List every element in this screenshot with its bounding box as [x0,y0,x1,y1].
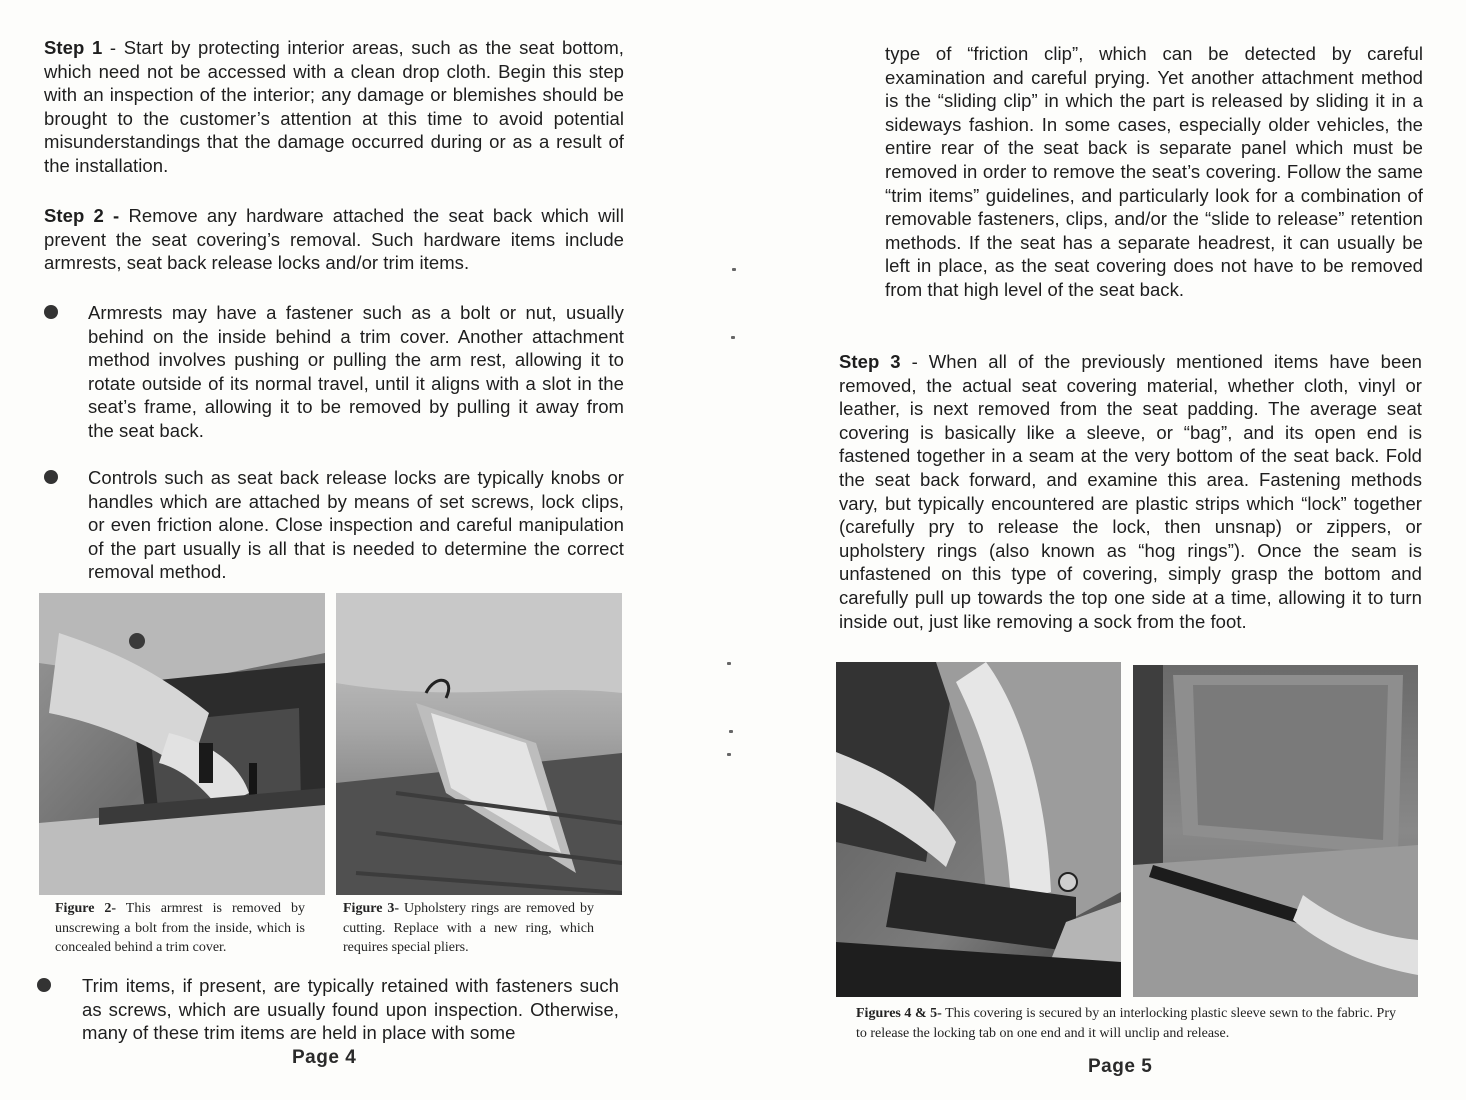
step2-label: Step 2 - [44,205,120,226]
scan-speck [727,662,731,665]
figure3-text: Upholstery rings are removed by cutting. Replace with a new ring, which requires special pliers. [343,901,594,955]
figure5-photo [1133,665,1418,997]
step3-text: - When all of the previously mentioned items have been removed, the actual seat covering material, whether cloth, vinyl or leather, is next removed from the seat padding. The average seat covering is basically like a sleeve, or “bag”, and its open end is fastened together in a seam at the very bottom of the seat back. Fold the seat back forward, and examine this area. Fastening methods vary, but typically encountered are plastic strips which “lock” together (carefully pry to release the lock, then unsnap) or zippers, or upholstery rings (also known as “hog rings”). Once the seam is unfastened on this type of covering, simply grasp the bottom and carefully pull up towards the top one side at a time, allowing it to turn inside out, just like removing a sock from the foot. [839,351,1422,632]
figure45-caption [856,1004,1396,1043]
step3-label: Step 3 [839,351,901,372]
figure2-caption [55,899,305,958]
figure3-photo [336,593,622,895]
scan-speck [727,753,731,756]
figure3-caption [343,899,594,958]
step1-text: - Start by protecting interior areas, such as the seat bottom, which need not be accessed with a clean drop cloth. Begin this step with an inspection of the interior; any damage or blemishes should be brought to the customer’s attention at this time to avoid potential misunderstandings that the damage occurred during or as a result of the installation. [44,37,624,176]
figure45-text: This covering is secured by an interlocking plastic sleeve sewn to the fabric. Pry to release the locking tab on one end and it will unclip and release. [856,1006,1396,1041]
figure2-text: This armrest is removed by unscrewing a bolt from the inside, which is concealed behind a trim cover. [55,901,305,955]
continuation-paragraph: type of “friction clip”, which can be detected by careful examination and careful prying. Yet another attachment method is the “sliding clip” in which the part is released by sliding it in a sideways fashion. In some cases, especially older vehicles, the entire rear of the seat back is separate panel which must be removed in order to remove the seat’s covering. Follow the same “trim items” guidelines, and particularly look for a combination of removable fasteners, clips, and/or the “slide to release” retention methods. If the seat has a separate headrest, it can usually be left in place, as the seat covering does not have to be removed from that high level of the seat back. [885,43,1423,300]
figure2-label: Figure 2- [55,901,117,916]
bullet-dot-3 [37,978,51,992]
bullet-armrests: Armrests may have a fastener such as a bolt or nut, usually behind on the inside behind a trim cover. Another attachment method involves pushing or pulling the arm rest, allowing it to rotate outside of its normal travel, until it aligns with a slot in the seat’s frame, allowing it to be removed by pulling it away from the seat back. [88,302,624,441]
figure2-photo [39,593,325,895]
step2-paragraph [44,204,624,275]
step2-text: Remove any hardware attached the seat back which will prevent the seat covering’s removal. Such hardware items include armrests, seat back release locks and/or trim items. [44,205,624,274]
bullet-dot-1 [44,305,58,319]
right-page [733,0,1466,1100]
figure3-label: Figure 3- [343,901,400,916]
step1-label: Step 1 [44,37,103,58]
bullet-controls: Controls such as seat back release locks are typically knobs or handles which are attached by means of set screws, lock clips, or even friction alone. Close inspection and careful manipulation of the part usually is all that is needed to determine the correct removal method. [88,467,624,583]
step1-paragraph [44,36,624,178]
figure45-label: Figures 4 & 5- [856,1006,942,1021]
page-number-right: Page 5 [1088,1056,1153,1077]
bullet-trim-items: Trim items, if present, are typically retained with fasteners such as screws, which are usually found upon inspection. Otherwise, many of these trim items are held in place with some [82,975,619,1044]
figure4-photo [836,662,1121,997]
page-number-left: Page 4 [292,1047,357,1068]
bullet-dot-2 [44,470,58,484]
step3-paragraph [839,350,1422,633]
